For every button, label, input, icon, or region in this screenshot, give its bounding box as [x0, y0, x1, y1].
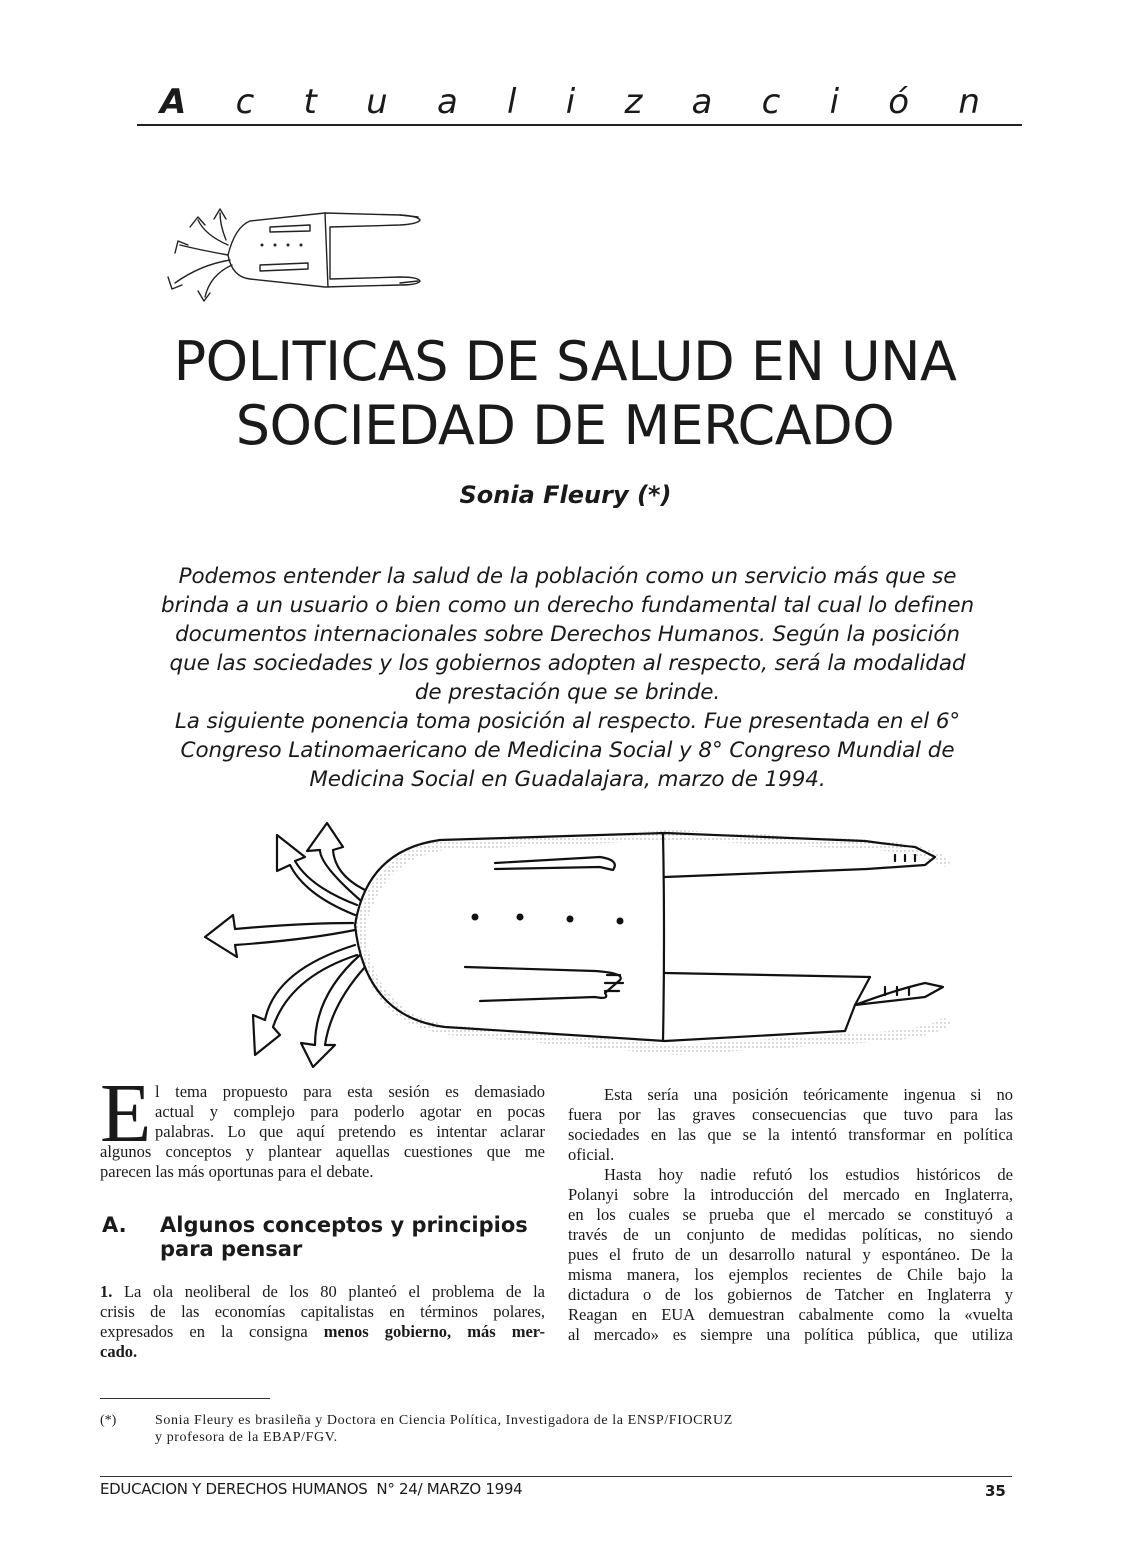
- footer-divider: [100, 1476, 1012, 1477]
- footnote-text: [155, 1412, 915, 1446]
- section-header-letter: a: [436, 82, 458, 122]
- body-line: algunos conceptos y plantear aquellas cuestiones que me: [100, 1142, 545, 1161]
- body-line-text: expresados en la consigna: [100, 1322, 308, 1341]
- body-line: al mercado» es siempre una política pública, que utiliza: [568, 1325, 1013, 1344]
- body-line: actual y complejo para poderlo agotar en pocas: [155, 1102, 545, 1121]
- slogan-bold: menos gobierno, más mer-: [323, 1322, 545, 1341]
- author-byline: Sonia Fleury (*): [459, 481, 672, 509]
- footnote-line: Sonia Fleury es brasileña y Doctora en Ciencia Política, Investigadora de la ENSP/FIOCRUZ: [155, 1413, 733, 1428]
- article-title: [100, 330, 1030, 458]
- section-heading-line: Algunos conceptos y principios: [160, 1213, 528, 1237]
- body-line: oficial.: [568, 1145, 615, 1164]
- body-line: palabras. Lo que aquí pretendo es intentar aclarar: [155, 1122, 545, 1141]
- body-line: l tema propuesto para esta sesión es demasiado: [155, 1082, 545, 1101]
- page-number: 35: [985, 1482, 1006, 1500]
- body-line: Reagan en EUA demuestran cabalmente como la «vuelta: [568, 1305, 1013, 1324]
- section-header-letter: n: [958, 82, 980, 122]
- abstract-line: que las sociedades y los gobiernos adopten al respecto, será la modalidad: [169, 651, 966, 676]
- body-line: crisis de las economías capitalistas en términos polares,: [100, 1302, 545, 1321]
- drop-cap: E: [100, 1067, 152, 1160]
- right-column: [568, 1085, 1013, 1345]
- section-header-letter: t: [303, 82, 317, 122]
- body-line-text: La ola neoliberal de los 80 planteó el problema de la: [123, 1282, 545, 1301]
- section-divider: [137, 124, 1022, 126]
- section-header-letter: i: [829, 82, 840, 122]
- abstract: [95, 562, 1040, 794]
- body-line: sociedades en las que se la intentó transformar en política: [568, 1125, 1013, 1144]
- body-line: Polanyi sobre la introducción del mercado en Inglaterra,: [568, 1185, 1013, 1204]
- large-figure-illustration: [195, 805, 965, 1070]
- body-line: Hasta hoy nadie refutó los estudios históricos de: [604, 1165, 1013, 1184]
- body-line: pues el fruto de un desarrollo natural y espontáneo. De la: [568, 1245, 1013, 1264]
- body-line: dictadura o de los gobiernos de Tatcher en Inglaterra y: [568, 1285, 1013, 1304]
- body-line: través de un conjunto de medidas políticas, no siendo: [568, 1225, 1013, 1244]
- body-line: [100, 1322, 545, 1342]
- section-header-letter: c: [235, 82, 255, 122]
- abstract-line: brinda a un usuario o bien como un derecho fundamental tal cual lo definen: [160, 593, 975, 618]
- section-header-letter: A: [160, 82, 187, 122]
- body-line: parecen las más oportunas para el debate.: [100, 1162, 374, 1181]
- section-heading-line: para pensar: [160, 1237, 303, 1261]
- point-number: 1.: [100, 1282, 113, 1301]
- section-header-letter: l: [507, 82, 517, 122]
- title-line: POLITICAS DE SALUD EN UNA: [173, 330, 957, 393]
- abstract-line: documentos internacionales sobre Derechos Humanos. Según la posición: [175, 622, 960, 647]
- abstract-line: Podemos entender la salud de la población como un servicio más que se: [178, 564, 957, 589]
- body-line: [100, 1282, 545, 1302]
- abstract-line: de prestación que se brinde.: [414, 680, 721, 705]
- section-heading-letter: A.: [102, 1213, 127, 1237]
- left-column-point-1: [100, 1282, 545, 1362]
- publication-footer: EDUCACION Y DERECHOS HUMANOS N° 24/ MARZO 1994: [100, 1480, 523, 1498]
- abstract-line: La siguiente ponencia toma posición al respecto. Fue presentada en el 6°: [174, 709, 961, 734]
- body-line: fuera por las graves consecuencias que tuvo para las: [568, 1105, 1013, 1124]
- section-header-letter: u: [366, 82, 388, 122]
- section-header-letter: z: [624, 82, 643, 122]
- small-figure-illustration: [150, 205, 430, 305]
- footnote-mark: (*): [100, 1413, 117, 1428]
- left-column-intro: [100, 1067, 545, 1182]
- body-line: Esta sería una posición teóricamente ingenua si no: [604, 1085, 1013, 1104]
- section-header-letter: a: [691, 82, 713, 122]
- section-header-letter: c: [761, 82, 781, 122]
- footnote-line: y profesora de la EBAP/FGV.: [155, 1430, 338, 1445]
- abstract-line: Congreso Latinomaericano de Medicina Social y 8° Congreso Mundial de: [180, 738, 955, 763]
- footnote-divider: [100, 1398, 270, 1399]
- section-heading-text: [160, 1213, 550, 1261]
- section-header: [160, 76, 980, 122]
- section-header-letter: ó: [888, 82, 910, 122]
- abstract-line: Medicina Social en Guadalajara, marzo de 1994.: [309, 767, 826, 792]
- slogan-bold: cado.: [100, 1342, 138, 1361]
- body-line: en los cuales se prueba que el mercado se constituyó a: [568, 1205, 1013, 1224]
- body-line: [100, 1342, 545, 1362]
- body-line: misma manera, los ejemplos recientes de Chile bajo la: [568, 1265, 1013, 1284]
- title-line: SOCIEDAD DE MERCADO: [235, 394, 895, 457]
- section-header-letter: i: [565, 82, 576, 122]
